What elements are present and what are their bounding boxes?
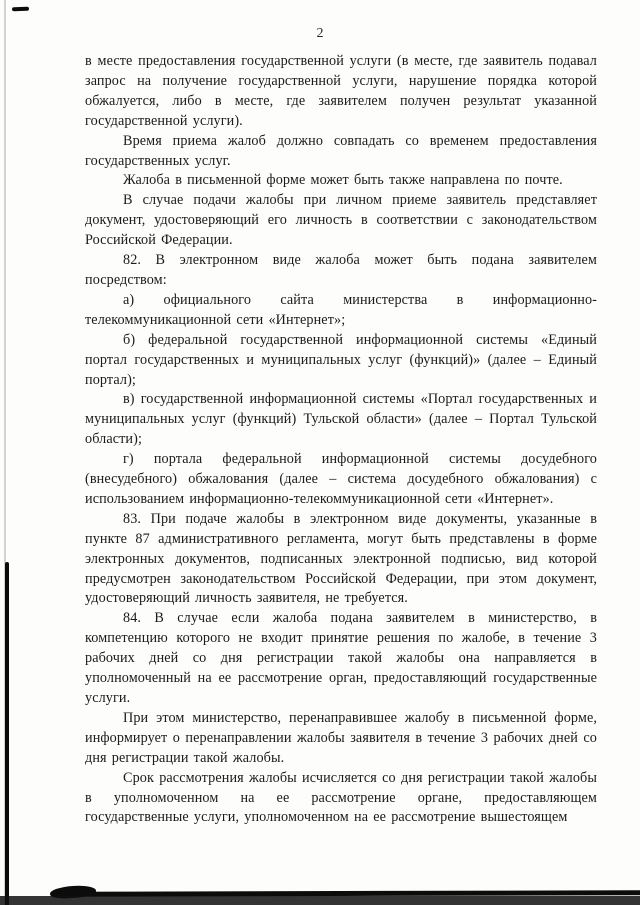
paragraph: 82. В электронном виде жалоба может быть подана заявителем посредством: <box>85 252 597 288</box>
paragraph: Время приема жалоб должно совпадать со временем предоставления государственных услуг. <box>85 132 597 169</box>
scan-artifact-left-edge <box>5 562 9 905</box>
page-number: 2 <box>316 26 324 41</box>
paragraph: 83. При подаче жалобы в электронном виде документы, указанные в пункте 87 административного регламента, могут быть представлены в форме электронных документов, подписанных электронной подписью, вид которой предусмотрен законодательством Российской Федерации, при этом документ, удостоверяющий личность заявителя, не требуется. <box>85 510 597 607</box>
paragraph: При этом министерство, перенаправившее жалобу в письменной форме, информирует о перенаправлении жалобы заявителя в течение 3 рабочих дней со дня регистрации такой жалобы. <box>85 709 597 766</box>
paragraph: В случае подачи жалобы при личном приеме заявитель представляет документ, удостоверяющий его личность в соответствии с законодательством Российской Федерации. <box>85 192 597 249</box>
paragraph: в месте предоставления государственной услуги (в месте, где заявитель подавал запрос на получение государственной услуги, нарушение порядка которой обжалуется, либо в месте, где заявителем получен результат указанной государственной услуги). <box>85 53 597 129</box>
paragraph: Срок рассмотрения жалобы исчисляется со дня регистрации такой жалобы в уполномоченном на ее рассмотрение органе, предоставляющем государственные услуги, уполномоченном на ее рассмотрение вышестоящем <box>85 769 597 826</box>
paragraph: Жалоба в письменной форме может быть также направлена по почте. <box>123 172 563 189</box>
scan-artifact-top-left <box>12 7 29 12</box>
paragraph: б) федеральной государственной информационной системы «Единый портал государственных и муниципальных услуг (функций)» (далее – Единый портал); <box>85 331 597 388</box>
paragraph: в) государственной информационной системы «Портал государственных и муниципальных услуг (функций) Тульской области» (далее – Портал Тульской области); <box>85 391 597 448</box>
document-text-block <box>85 52 597 828</box>
paragraph: 84. В случае если жалоба подана заявителем в министерство, в компетенцию которого не входит принятие решения по жалобе, в течение 3 рабочих дней со дня регистрации такой жалобы она направляется в уполномоченный на ее рассмотрение орган, предоставляющий государственные услуги. <box>85 610 597 706</box>
paragraph: г) портала федеральной информационной системы досудебного (внесудебного) обжалования (далее – система досудебного обжалования) с использованием информационно-телекоммуникационной сети «Интернет». <box>85 451 597 507</box>
paragraph: а) официального сайта министерства в информационно-телекоммуникационной сети «Интернет»; <box>85 291 597 328</box>
scan-artifact-bottom-corner <box>0 896 640 905</box>
